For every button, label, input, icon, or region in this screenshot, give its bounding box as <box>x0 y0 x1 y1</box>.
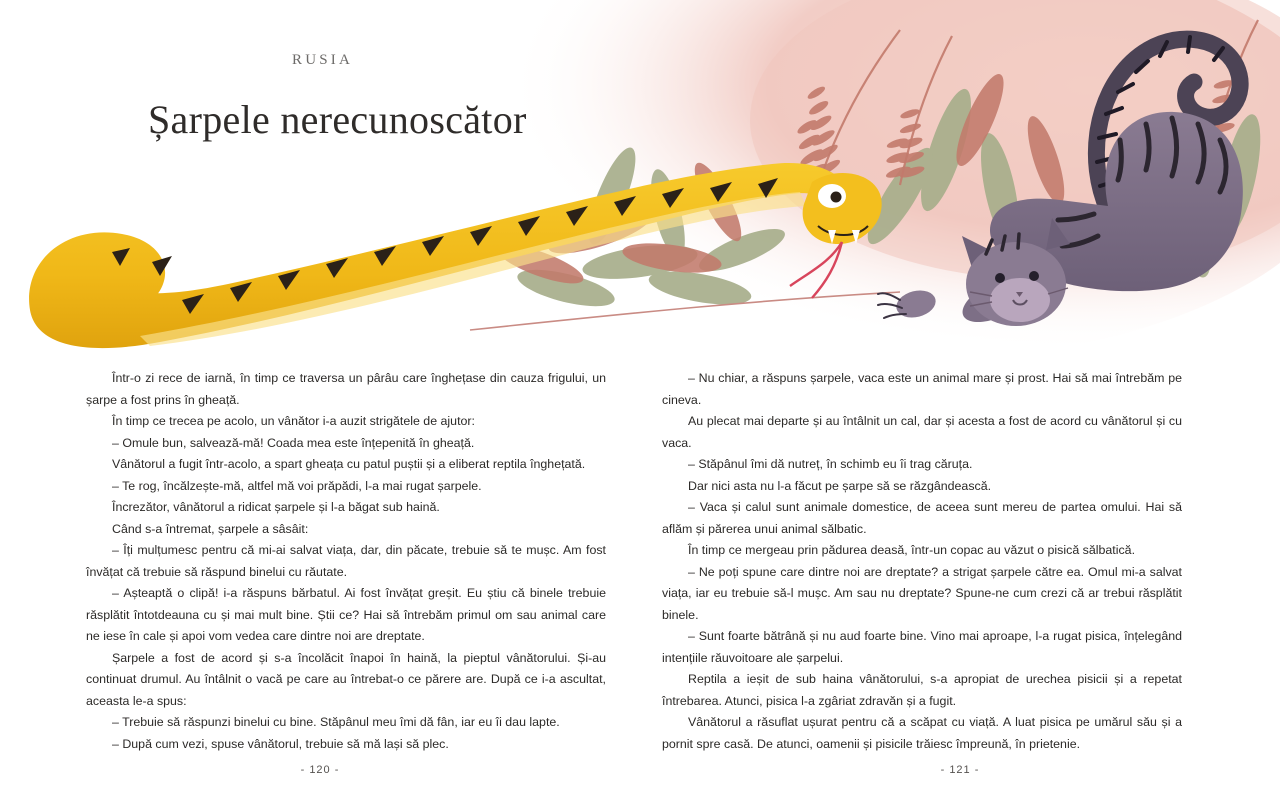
snake-pupil <box>831 192 842 203</box>
paragraph: Încrezător, vânătorul a ridicat șarpele și l-a băgat sub haină. <box>112 500 440 514</box>
paragraph: Vânătorul a răsuflat ușurat pentru că a scăpat cu viață. A luat pisica pe umărul său și a pornit spre casă. De atunci, oamenii și pisicile trăiesc împreună, în prietenie. <box>662 715 1182 751</box>
body-columns <box>0 368 1280 760</box>
paragraph: Șarpele a fost de acord și s-a încolăcit înapoi în haină, la pieptul vânătorului. Și-au continuat drumul. Au întâlnit o vacă pe care au întrebat-o ce părere are. După ce i-a ascultat, aceasta le-a spus: <box>86 650 606 708</box>
title-block <box>148 52 527 170</box>
left-column <box>86 368 606 760</box>
paragraph: – Sunt foarte bătrână și nu aud foarte bine. Vino mai aproape, l-a rugat pisica, înțelegând intențiile răuvoitoare ale șarpelui. <box>662 629 1182 665</box>
paragraph: – Stăpânul îmi dă nutreț, în schimb eu îi trag căruța. <box>688 457 973 471</box>
paragraph: Reptila a ieșit de sub haina vânătorului, s-a apropiat de urechea pisicii și a repetat întrebarea. Atunci, pisica l-a zgâriat zdravăn și a fugit. <box>662 672 1182 708</box>
paragraph: – Îți mulțumesc pentru că mi-ai salvat viața, dar, din păcate, trebuie să te mușc. Am fost învățat că trebuie să răspund binelui cu răutate. <box>86 543 606 579</box>
paragraph: În timp ce mergeau prin pădurea deasă, într-un copac au văzut o pisică sălbatică. <box>688 543 1136 557</box>
paragraph: Vânătorul a fugit într-acolo, a spart gheața cu patul puștii și a eliberat reptila înghețată. <box>112 457 586 471</box>
paragraph: Au plecat mai departe și au întâlnit un cal, dar și acesta a fost de acord cu vânătorul și cu vaca. <box>662 414 1182 450</box>
page-title: Șarpele nerecunoscător <box>148 96 527 142</box>
cat-eye-right <box>1029 271 1039 281</box>
right-column <box>662 368 1182 760</box>
paragraph: În timp ce trecea pe acolo, un vânător i-a auzit strigătele de ajutor: <box>112 414 475 428</box>
page-number-left: - 120 - <box>300 764 340 776</box>
paragraph: – Te rog, încălzește-mă, altfel mă voi prăpădi, l-a mai rugat șarpele. <box>112 478 482 493</box>
paragraph: – Trebuie să răspunzi binelui cu bine. Stăpânul meu îmi dă fân, iar eu îi dau lapte. <box>112 715 560 729</box>
country-kicker: RUSIA <box>292 52 354 68</box>
cat-muzzle <box>990 278 1050 322</box>
paragraph: – Ne poți spune care dintre noi are dreptate? a strigat șarpele către ea. Omul mi-a salvat viața, iar eu trebuie să-l mușc. Am sau nu dreptate? Spune-ne cum crezi că ar trebui răsplătit binele. <box>662 564 1182 622</box>
paragraph: Într-o zi rece de iarnă, în timp ce traversa un pârâu care înghețase din cauza frigului, un șarpe a fost prins în gheață. <box>86 371 606 407</box>
paragraph: Dar nici asta nu l-a făcut pe șarpe să se răzgândească. <box>688 478 992 493</box>
paragraph: – Vaca și calul sunt animale domestice, de aceea sunt mereu de partea omului. Hai să aflăm și părerea unui animal sălbatic. <box>662 500 1182 536</box>
cat-eye-left <box>995 273 1005 283</box>
paragraph: – După cum vezi, spuse vânătorul, trebuie să mă lași să plec. <box>112 736 449 751</box>
paragraph: – Omule bun, salvează-mă! Coada mea este înțepenită în gheață. <box>112 435 475 450</box>
paragraph: – Așteaptă o clipă! i-a răspuns bărbatul. Ai fost învățat greșit. Eu știu că binele trebuie răsplătit întotdeauna cu și mai mult bine. Știi ce? Hai să întrebăm primul om sau animal care ne iese în cale și apoi vom vedea care dintre noi are dreptate. <box>86 586 606 643</box>
paragraph: – Nu chiar, a răspuns șarpele, vaca este un animal mare și prost. Hai să mai întrebăm pe cineva. <box>662 371 1182 407</box>
paragraph: Când s-a întremat, șarpele a sâsâit: <box>112 521 309 536</box>
page-number-right: - 121 - <box>940 764 980 776</box>
